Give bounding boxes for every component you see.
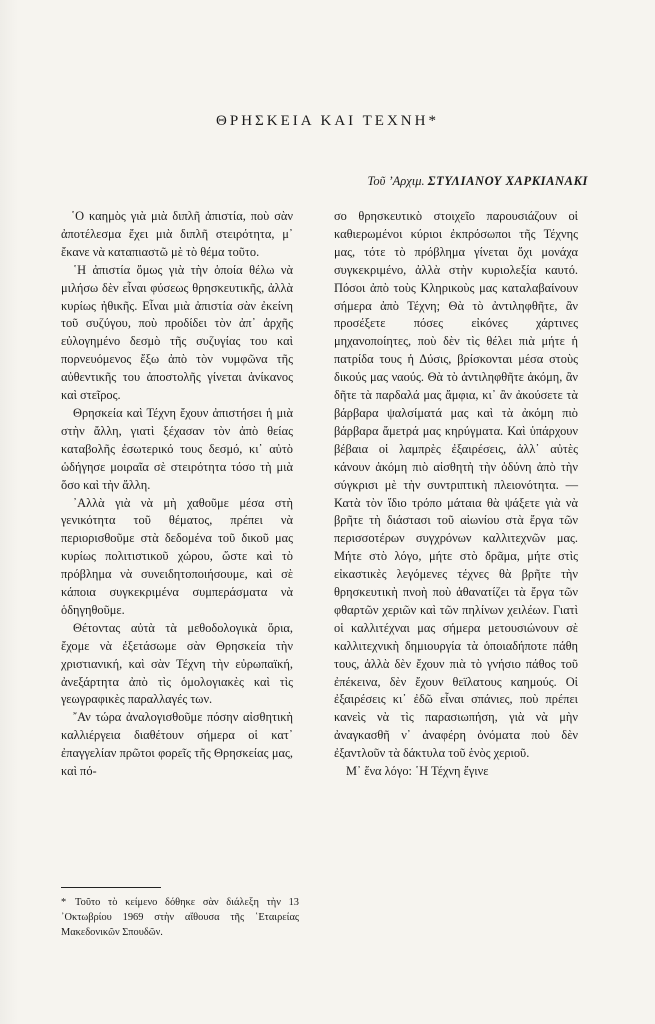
paragraph: Θρησκεία καὶ Τέχνη ἔχουν ἀπιστήσει ἡ μιὰ στὴν ἄλλη, γιατὶ ξέχασαν τὸν ἀπὸ θείας καταβολῆς ἐσωτερικό τους δεσμό, κι᾽ αὐτὸ ὡδήγησε μοιραῖα σὲ στειρότητα τόσο τὴ μιὰ ὅσο καὶ τὴν ἄλλη. — [61, 405, 293, 492]
footnote-divider — [61, 887, 161, 888]
footnote — [61, 895, 299, 940]
left-column — [61, 208, 293, 781]
paragraph: ῾Η ἀπιστία ὅμως γιὰ τὴν ὁποία θέλω νὰ μιλήσω δὲν εἶναι φύσεως θρησκευτικῆς, ἀλλὰ κυρίως ἠθικῆς. Εἶναι μιὰ ἀπιστία σὰν ἐκείνη τοῦ συζύγου, ποὺ προδίδει τὸν ἀπ᾽ ἀρχῆς εὐλογημένο δεσμὸ τῆς συζυγίας του καὶ πορνευόμενος ἔξω ἀπὸ τὸν νυμφῶνα τῆς αὐθεντικῆς του ἀποστολῆς γίνεται ἀνίκανος καὶ στεῖρος. — [61, 262, 293, 403]
article-title: ΘΡΗΣΚΕΙΑ ΚΑΙ ΤΕΧΝΗ* — [216, 113, 439, 129]
paragraph: ῾Ο καημὸς γιὰ μιὰ διπλῆ ἀπιστία, ποὺ σὰν ἀποτέλεσμα ἔχει μιὰ διπλῆ στειρότητα, μ᾽ ἔκανε νὰ καταπιαστῶ μὲ τὸ θέμα τοῦτο. — [61, 209, 293, 259]
footnote-mark: * — [61, 897, 67, 908]
paragraph: Θέτοντας αὐτὰ τὰ μεθοδολογικὰ ὅρια, ἔχομε νὰ ἐξετάσωμε σὰν Θρησκεία τὴν χριστιανική, καὶ σὰν Τέχνη τὴν εὐρωπαϊκή, ἀνεξάρτητα ἀπὸ τὶς ὁμολογιακὲς καὶ τὶς γεωγραφικὲς παραλλαγές των. — [61, 620, 293, 707]
right-column — [334, 208, 578, 781]
footnote-text: Τοῦτο τὸ κείμενο δόθηκε σὰν διάλεξη τὴν 13 ᾽Οκτωβρίου 1969 στὴν αἴθουσα τῆς ῾Εταιρείας Μακεδονικῶν Σπουδῶν. — [61, 897, 299, 938]
author-prefix: Τοῦ ’Αρχιμ. — [367, 174, 425, 188]
author-name: ΣΤΥΛΙΑΝΟΥ ΧΑΡΚΙΑΝΑΚΙ — [427, 174, 588, 188]
paragraph: σο θρησκευτικὸ στοιχεῖο παρουσιάζουν οἱ καθιερωμένοι κύριοι ἐκπρόσωποι τῆς Τέχνης μας, τότε τὸ πρόβλημα γίνεται ὄχι μονάχα συγκεκριμένο, ἀλλὰ στὴν κυριολεξία καυτό. Πόσοι ἀπὸ τοὺς Κληρικοὺς μας καταλαβαίνουν σήμερα ἀπὸ Τέχνη; Θὰ τὸ ἀντιληφθῆτε, ἂν προσέξετε πόσες εἰκόνες χάρτινες μηχανοποίητες, ποὺ δὲν τὶς θέλει πιὰ μήτε ἡ πατρίδα τους ἡ Δύσις, βρίσκονται μέσα στοὺς δικούς μας ναούς. Θὰ τὸ ἀντιληφθῆτε ἀκόμη, ἂν δῆτε τὰ παρδαλά μας ἄμφια, κι᾽ ἂν ἀκούσετε τὰ βάρβαρα ψαλσίματά μας καὶ τὰ ἀκόμη πιὸ βάρβαρα ἄμετρά μας κηρύγματα. Καὶ ὑπάρχουν βέβαια οἱ λαμπρὲς ἐξαιρέσεις, ἀλλ᾽ αὐτὲς κάνουν ἀκόμη πιὸ αἰσθητὴ τὴν ὀδύνη ἀπὸ τὴν σύγκρισι μὲ τὴν συντριπτικὴ πλειονότητα. — Κατὰ τὸν ἴδιο τρόπο μάταια θὰ ψάξετε γιὰ νὰ βρῆτε τὴ διάστασι τοῦ αἰωνίου στὰ ἔργα τῶν περισσοτέρων συγχρόνων καλλιτεχνῶν μας. Μήτε στὸ λόγο, μήτε στὸ δρᾶμα, μήτε στὶς εἰκαστικὲς λεγόμενες τέχνες θὰ βρῆτε τὴν θρησκευτικὴ πνοὴ ποὺ ἀθανατίζει τὰ ἔργα τῶν φθαρτῶν χεριῶν καὶ τῶν πηλίνων χειλέων. Γιατὶ οἱ καλλιτέχναι μας σήμερα μετουσιώνουν σὲ καλλιτεχνικὴ δημιουργία τὰ ὁποιαδήποτε πάθη τους, ἀλλὰ δὲν ἔχουν πιὰ τὸ γνήσιο πάθος τοῦ ἐπέκεινα, δὲν ἔχουν θεϊλατους καημούς. Οἱ ἐξαιρέσεις κι᾽ ἐδῶ εἶναι σπάνιες, ποὺ πρέπει κανεὶς νὰ τὶς παρασιωπήση, γιὰ νὰ μὴν ἀναγκασθῆ ν᾽ ἀναφέρη ὀνόματα ποὺ δὲν ἐξαντλοῦν τὰ δάκτυλα τοῦ ἑνὸς χεριοῦ. — [334, 209, 578, 761]
paragraph: ᾽Αλλὰ γιὰ νὰ μὴ χαθοῦμε μέσα στὴ γενικότητα τοῦ θέματος, πρέπει νὰ περιορισθοῦμε στὰ δεδομένα τοῦ δικοῦ μας κυρίως πολιτιστικοῦ χώρου, ὥστε καὶ τὸ πρόβλημα νὰ συνειδητοποιήσουμε, καὶ σὲ κάποια συγκεκριμένα συμπεράσματα νὰ ὁδηγηθοῦμε. — [61, 495, 293, 617]
paragraph: Μ᾽ ἕνα λόγο: ῾Η Τέχνη ἔγινε — [346, 764, 489, 779]
article-author — [368, 174, 588, 189]
paragraph: ῎Αν τώρα ἀναλογισθοῦμε πόσην αἰσθητικὴ καλλιέργεια διαθέτουν σήμερα οἱ κατ᾽ ἐπαγγελίαν πρῶτοι φορεῖς τῆς Θρησκείας μας, καὶ πό- — [61, 710, 293, 779]
